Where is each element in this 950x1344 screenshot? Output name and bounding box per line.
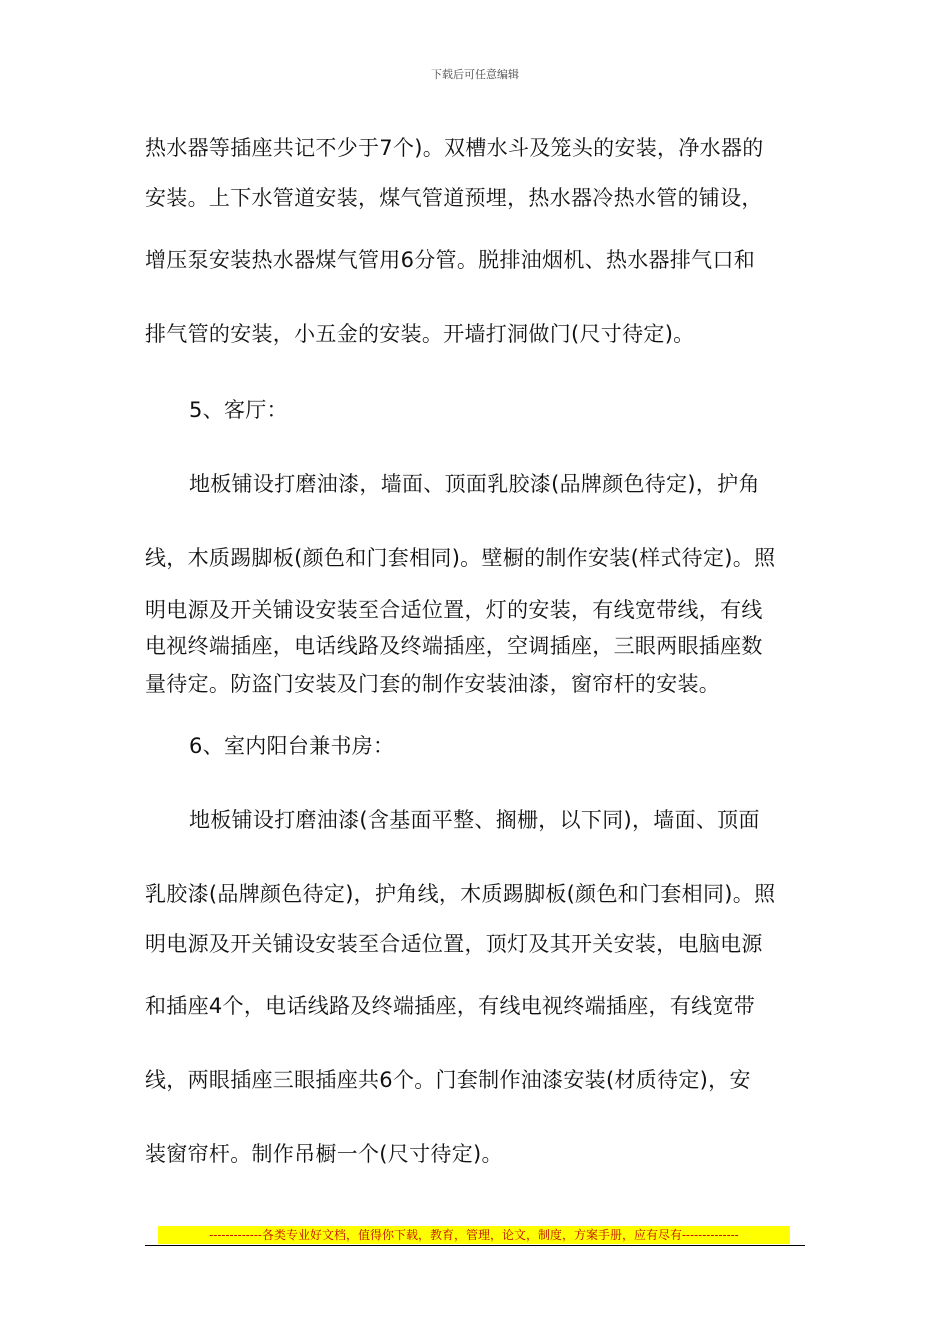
paragraph-line: 增压泵安装热水器煤气管用6分管。脱排油烟机、热水器排气口和 — [145, 248, 756, 272]
paragraph-line: 和插座4个，电话线路及终端插座，有线电视终端插座，有线宽带 — [145, 994, 756, 1018]
paragraph-line: 地板铺设打磨油漆(含基面平整、搁栅，以下同)，墙面、顶面 — [189, 808, 760, 832]
paragraph-line: 安装。上下水管道安装，煤气管道预埋，热水器冷热水管的铺设， — [145, 186, 763, 210]
paragraph-line: 电视终端插座，电话线路及终端插座，空调插座，三眼两眼插座数 — [145, 634, 763, 658]
paragraph-line: 线，木质踢脚板(颜色和门套相同)。壁橱的制作安装(样式待定)。照 — [145, 546, 776, 570]
paragraph-line: 装窗帘杆。制作吊橱一个(尺寸待定)。 — [145, 1142, 503, 1166]
paragraph-line: 量待定。防盗门安装及门套的制作安装油漆，窗帘杆的安装。 — [145, 672, 721, 696]
footer-banner: -------------各类专业好文档，值得你下载，教育，管理，论文，制度，方案手册，应有尽有-------------- — [158, 1226, 790, 1244]
section-heading: 5、客厅： — [189, 398, 288, 422]
section-heading: 6、室内阳台兼书房： — [189, 734, 395, 758]
paragraph-line: 乳胶漆(品牌颜色待定)，护角线，木质踢脚板(颜色和门套相同)。照 — [145, 882, 776, 906]
paragraph-line: 明电源及开关铺设安装至合适位置，顶灯及其开关安装，电脑电源 — [145, 932, 763, 956]
paragraph-line: 明电源及开关铺设安装至合适位置，灯的安装，有线宽带线，有线 — [145, 598, 763, 622]
paragraph-line: 地板铺设打磨油漆，墙面、顶面乳胶漆(品牌颜色待定)，护角 — [189, 472, 760, 496]
footer-divider — [145, 1245, 805, 1246]
page-header: 下载后可任意编辑 — [431, 68, 519, 81]
paragraph-line: 排气管的安装，小五金的安装。开墙打洞做门(尺寸待定)。 — [145, 322, 695, 346]
paragraph-line: 线，两眼插座三眼插座共6个。门套制作油漆安装(材质待定)，安 — [145, 1068, 751, 1092]
paragraph-line: 热水器等插座共记不少于7个)。双槽水斗及笼头的安装，净水器的 — [145, 136, 764, 160]
